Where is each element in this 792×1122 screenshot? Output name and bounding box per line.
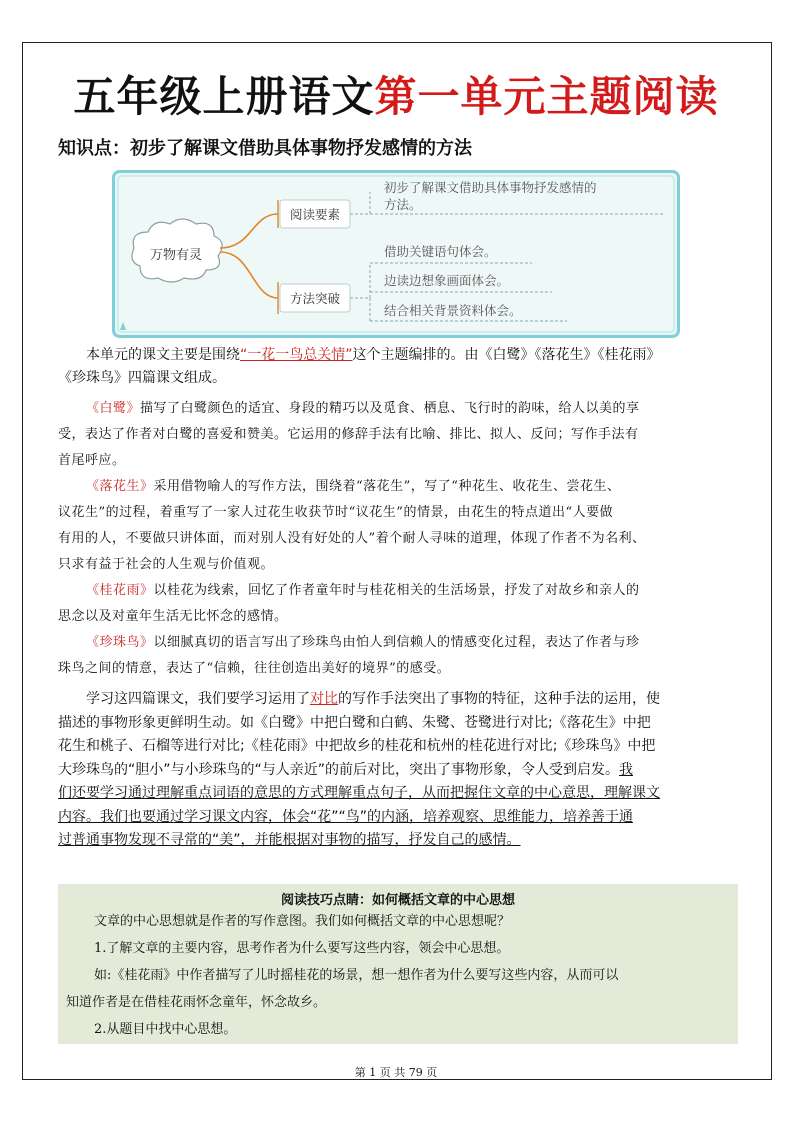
lesson-text: 珠鸟之间的情意，表达了“信赖，往往创造出美好的境界”的感受。: [58, 661, 451, 676]
mindmap-leaf-1-line-1: 初步了解课文借助具体事物抒发感情的: [384, 180, 597, 195]
study-text: 花生和桃子、石榴等进行对比;《桂花雨》中把故乡的桂花和杭州的桂花进行对比;《珍珠鸟》中把: [58, 738, 656, 754]
lesson-bailu: [58, 396, 738, 474]
study-underlined: 过普通事物发现不寻常的“美”，并能根据对事物的描写，抒发自己的感情。: [58, 832, 521, 848]
tips-line: 1.了解文章的主要内容，思考作者为什么要写这些内容，领会中心思想。: [94, 941, 510, 956]
mind-map: [112, 170, 680, 338]
intro-theme: “一花一鸟总关情”: [240, 347, 353, 363]
study-underlined: 们还要学习通过理解重点词语的意思的方式理解重点句子，从而把握住文章的中心意思，理解课文: [58, 785, 660, 801]
lesson-zhenzhuniao: [58, 630, 738, 682]
lesson-text: 以桂花为线索，回忆了作者童年时与桂花相关的生活场景，抒发了对故乡和亲人的: [153, 583, 640, 598]
lesson-text: 议花生”的过程，着重写了一家人过花生收获节时“议花生”的情景，由花生的特点道出“人要做: [58, 505, 614, 520]
title-main: 五年级上册语文: [73, 72, 375, 121]
tips-line: 知道作者是在借桂花雨怀念童年，怀念故乡。: [66, 995, 327, 1010]
tips-line: 2.从题目中找中心思想。: [94, 1022, 237, 1037]
page-title: [0, 72, 792, 122]
lesson-text: 只求有益于社会的人生观与价值观。: [58, 557, 275, 572]
lesson-title: 《珍珠鸟》: [86, 635, 154, 650]
mindmap-leaf-2: 借助关键语句体会。: [384, 244, 497, 259]
study-keyword: 对比: [310, 691, 338, 707]
lesson-guihuayu: [58, 578, 738, 630]
page-footer: 第 1 页 共 79 页: [354, 1066, 438, 1079]
tips-line: 文章的中心思想就是作者的写作意图。我们如何概括文章的中心思想呢？: [94, 914, 511, 929]
intro-post: 这个主题编排的。由《白鹭》《落花生》《桂花雨》: [352, 347, 661, 363]
study-text: 的写作手法突出了事物的特征，这种手法的运用，使: [338, 691, 660, 707]
intro-pre: 本单元的课文主要是围绕: [86, 347, 240, 363]
branch-reading-elements: 阅读要素: [289, 207, 341, 222]
study-text: 大珍珠鸟的“胆小”与小珍珠鸟的“与人亲近”的前后对比，突出了事物形象，令人受到启发。: [58, 761, 620, 778]
knowledge-point-heading: 知识点：初步了解课文借助具体事物抒发感情的方法: [58, 138, 472, 159]
mindmap-leaf-4: 结合相关背景资料体会。: [384, 303, 522, 318]
lesson-title: 《桂花雨》: [86, 583, 154, 598]
tips-line: 如:《桂花雨》中作者描写了儿时摇桂花的场景，想一想作者为什么要写这些内容，从而可以: [94, 968, 619, 983]
lesson-title: 《落花生》: [86, 479, 154, 494]
study-paragraph: [58, 688, 738, 853]
lesson-text: 有用的人，不要做只讲体面，而对别人没有好处的人”着个耐人寻味的道理，体现了作者不为名利、: [58, 531, 646, 546]
branch-method: 方法突破: [289, 291, 341, 306]
lesson-luohuasheng: [58, 474, 738, 578]
intro-paragraph: [58, 344, 738, 390]
study-underlined: 内容。我们也要通过学习课文内容，体会“花”“鸟”的内涵，培养观察、思维能力，培养善于通: [58, 808, 634, 825]
study-text: 描述的事物形象更鲜明生动。如《白鹭》中把白鹭和白鹤、朱鹭、苍鹭进行对比;《落花生》中把: [58, 714, 651, 731]
tips-heading: 阅读技巧点睛：如何概括文章的中心思想: [280, 893, 515, 908]
intro-line-2: 《珍珠鸟》四篇课文组成。: [58, 370, 226, 386]
lesson-text: 受，表达了作者对白鹭的喜爱和赞美。它运用的修辞手法有比喻、排比、拟人、反问；写作手法有: [58, 427, 639, 442]
study-text: 学习这四篇课文，我们要学习运用了: [86, 691, 310, 707]
reading-tips-box: [58, 884, 738, 1044]
lesson-text: 思念以及对童年生活无比怀念的感情。: [58, 609, 288, 624]
lesson-text: 描写了白鹭颜色的适宜、身段的精巧以及觅食、栖息、飞行时的韵味，给人以美的享: [140, 401, 640, 416]
lesson-title: 《白鹭》: [86, 401, 141, 416]
title-highlight: 第一单元主题阅读: [374, 72, 719, 121]
lesson-text: 首尾呼应。: [58, 453, 126, 468]
lesson-text: 以细腻真切的语言写出了珍珠鸟由怕人到信赖人的情感变化过程，表达了作者与珍: [153, 635, 640, 650]
mindmap-root: 万物有灵: [149, 248, 203, 263]
lesson-text: 采用借物喻人的写作方法，围绕着“落花生”，写了“种花生、收花生、尝花生、: [153, 479, 621, 494]
mindmap-leaf-1-line-2: 方法。: [384, 197, 422, 212]
study-underlined: 我: [619, 761, 634, 778]
mindmap-leaf-3: 边读边想象画面体会。: [384, 273, 510, 288]
